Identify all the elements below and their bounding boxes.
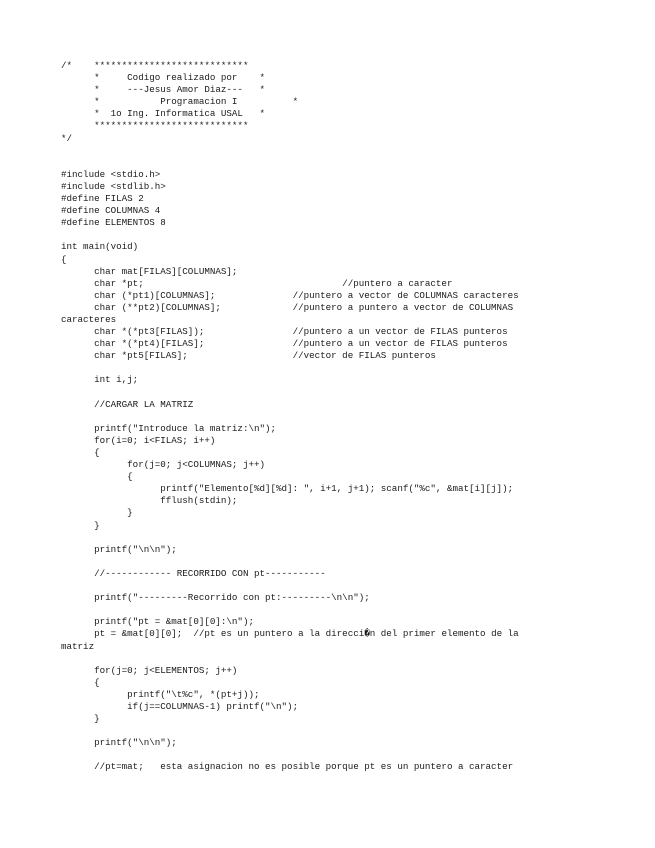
code-line (61, 532, 651, 544)
code-line: //CARGAR LA MATRIZ (61, 398, 194, 410)
code-line: * 1o Ing. Informatica USAL * (61, 108, 265, 120)
code-line (61, 604, 651, 616)
code-line (61, 362, 651, 374)
code-line: char mat[FILAS][COLUMNAS]; (61, 265, 238, 277)
code-line: * Programacion I * (61, 96, 299, 108)
code-line (61, 145, 651, 157)
code-line: * ---Jesus Amor Diaz--- * (61, 84, 265, 96)
code-line: printf("\n\n"); (61, 737, 177, 749)
code-line: char *(*pt3[FILAS]); //puntero a un vector de FILAS punteros (61, 326, 508, 338)
code-line: char (*pt1)[COLUMNAS]; //puntero a vector de COLUMNAS caracteres (61, 289, 519, 301)
code-line: if(j==COLUMNAS-1) printf("\n"); (61, 700, 299, 712)
code-line: matriz (61, 640, 95, 652)
code-line: #include <stdlib.h> (61, 180, 166, 192)
code-line: char (**pt2)[COLUMNAS]; //puntero a puntero a vector de COLUMNAS (61, 301, 514, 313)
code-line (61, 580, 651, 592)
code-line: pt = &mat[0][0]; //pt es un puntero a la direcci�n del primer elemento de la (61, 628, 519, 640)
code-line: } (61, 713, 100, 725)
code-line: for(j=0; j<ELEMENTOS; j++) (61, 664, 238, 676)
code-line: for(i=0; i<FILAS; i++) (61, 434, 216, 446)
code-line: printf("Introduce la matriz:\n"); (61, 422, 277, 434)
code-line: **************************** (61, 120, 249, 132)
code-line: */ (61, 132, 73, 144)
code-line: //pt=mat; esta asignacion no es posible porque pt es un puntero a caracter (61, 761, 514, 773)
code-line (61, 725, 651, 737)
code-line: { (61, 471, 133, 483)
code-line: printf("\n\n"); (61, 543, 177, 555)
code-line (61, 229, 651, 241)
code-line: #define FILAS 2 (61, 193, 144, 205)
code-line: char *pt5[FILAS]; //vector de FILAS punteros (61, 350, 436, 362)
code-line (61, 556, 651, 568)
code-line: } (61, 507, 133, 519)
code-line (61, 411, 651, 423)
code-line: char *pt; //puntero a caracter (61, 277, 453, 289)
code-line (61, 653, 651, 665)
code-line: } (61, 519, 100, 531)
code-line: //------------ RECORRIDO CON pt----------- (61, 567, 326, 579)
code-line: /* **************************** (61, 60, 249, 71)
code-line: #include <stdio.h> (61, 168, 161, 180)
code-line: fflush(stdin); (61, 495, 238, 507)
source-code-listing (61, 60, 651, 774)
code-line: caracteres (61, 313, 117, 325)
code-line: { (61, 676, 100, 688)
code-line: int i,j; (61, 374, 139, 386)
code-line (61, 157, 651, 169)
code-line: #define ELEMENTOS 8 (61, 217, 166, 229)
code-line: printf("pt = &mat[0][0]:\n"); (61, 616, 254, 628)
code-line: #define COLUMNAS 4 (61, 205, 161, 217)
code-line (61, 749, 651, 761)
code-line: for(j=0; j<COLUMNAS; j++) (61, 459, 265, 471)
code-line: * Codigo realizado por * (61, 72, 265, 84)
code-line (61, 387, 651, 399)
code-line: printf("---------Recorrido con pt:---------\n\n"); (61, 592, 370, 604)
code-line: printf("Elemento[%d][%d]: ", i+1, j+1); scanf("%c", &mat[i][j]); (61, 483, 514, 495)
code-line: { (61, 253, 67, 265)
code-line: char *(*pt4)[FILAS]; //puntero a un vector de FILAS punteros (61, 338, 508, 350)
code-line: { (61, 447, 100, 458)
code-line: int main(void) (61, 241, 139, 253)
code-line: printf("\t%c", *(pt+j)); (61, 688, 260, 700)
